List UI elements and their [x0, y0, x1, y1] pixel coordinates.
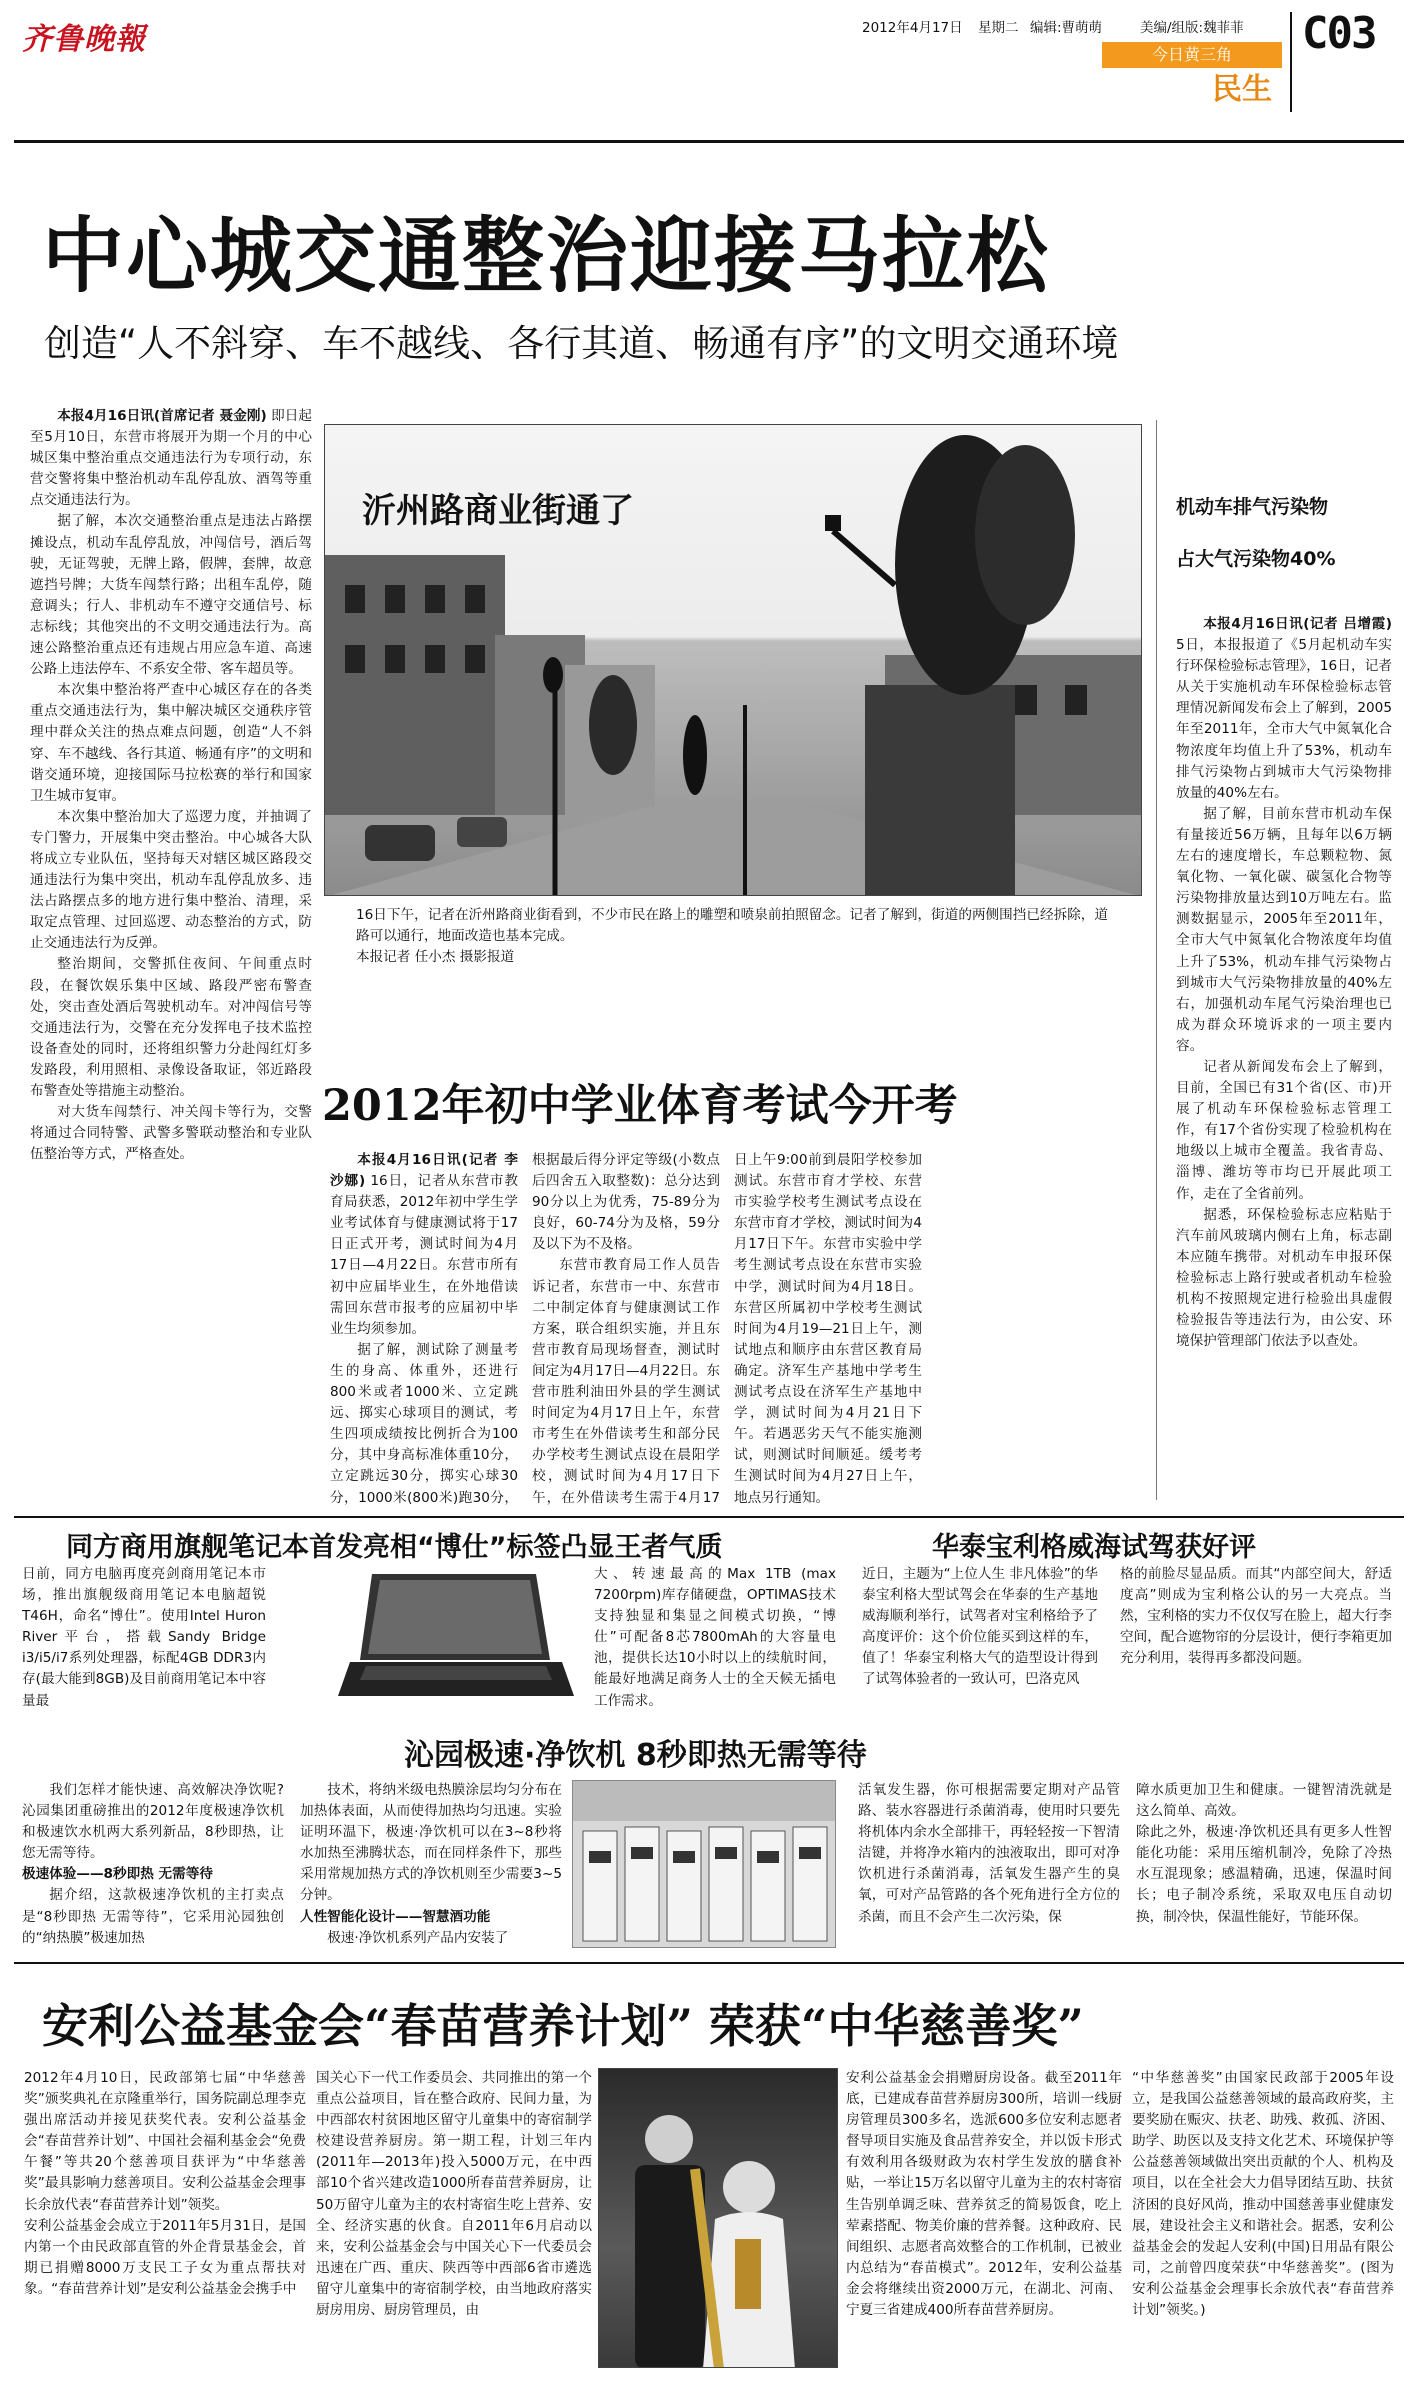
section-tag: 今日黄三角	[1102, 42, 1282, 68]
main-paragraph: 据了解，本次交通整治重点是违法占路摆摊设点，机动车乱停乱放，冲闯信号，酒后驾驶，无证驾驶，无牌上路，假牌，套牌，故意遮挡号牌；大货车闯禁行路；出租车乱停，随意调头；行人、非机动车不遵守交通信号、标志标线；其他突出的不文明交通违法行为。高速公路整治重点还有违规占用应急车道、高速公路上违法停车、不系安全带、客车超员等。	[30, 513, 312, 678]
section-name: 民生	[1212, 72, 1272, 107]
charity-col4: “中华慈善奖”由国家民政部于2005年设立，是我国公益慈善领域的最高政府奖，主要奖励在赈灾、扶老、助残、救孤、济困、助学、助医以及支持文化艺术、环境保护等公益慈善领域做出突出贡献的个人、机构及项目，以在全社会大力倡导团结互助、扶贫济困的良好风尚，推动中国慈善事业健康发展，建设社会主义和谐社会。据悉，安利公益基金会的发起人安利(中国)日用品有限公司，之前曾四度荣获“中华慈善奖”。(图为安利公益基金会理事长余放代表“春苗营养计划”领奖。)	[1132, 2070, 1394, 2319]
sports-paragraph: 东营市教育局工作人员告诉记者，东营市一中、东营市二中制定体育与健康测试工作方案，联合组织实施，并且东营市教育局现场督查，测试时间定为4月17日—4月22日。东营市胜利油田外县的学生测试时间定为4月17日上午，东营市考生在外借读考生和部分民办学校考生测试点设在晨阳学校，测试时间为4月17日下午，在外借读考生需于4月17日上午9:00前到晨阳学校参加测试。东营市育才学校、东营市实验学校考生测试考点设在东营市育才学校，测试时间为4月17日下午。东营市实验中学考生测试考点设在东营市实验中学，测试时间为4月18日。东营区所属初中学校考生测试时间为4月19—21日上午，测试地点和顺序由东营区教育局确定。济军生产基地中学考生测试考点设在济军生产基地中学，测试时间为4月21日下午。若遇恶劣天气不能实施测试，则测试时间顺延。缓考考生测试时间为4月27日上午，地点另行通知。	[532, 1152, 922, 1506]
main-paragraph: 本次集中整治将严查中心城区存在的各类重点交通违法行为，集中解决城区交通秩序管理中群众关注的热点难点问题，创造“人不斜穿、车不越线、各行其道、畅通有序”的文明和谐交通环境，迎接国际马拉松赛的举行和国家卫生城市复审。	[30, 682, 312, 804]
water-ad-paragraph: 极速·净饮机系列产品内安装了	[327, 1929, 509, 1946]
water-ad-col2	[300, 1780, 562, 1950]
charity-col2: 国关心下一代工作委员会、共同推出的第一个重点公益项目，旨在整合政府、民间力量，为中西部农村贫困地区留守儿童集中的寄宿制学校建设营养厨房。第一期工程，计划三年内(2011年—2013年)投入5000万元，在中西部10个省兴建改造1000所春苗营养厨房，让50万留守儿童为主的农村寄宿生吃上营养、安全、经济实惠的伙食。自2011年6月启动以来，安利公益基金会与中国关心下一代委员会迅速在广西、重庆、陕西等中西部6省市遴选留守儿童集中的寄宿制学校，由当地政府落实厨房用房、厨房管理员，由	[316, 2070, 592, 2319]
water-ad-col4: 障水质更加卫生和健康。一键智清洗就是这么简单、高效。 除此之外，极速·净饮机还具有更多人性智能化功能：采用压缩机制冷，免除了冷热水互混现象；感温精确，迅速，保温时间长；电子制冷系统，采取双电压自动切换，制冷快，保温性能好，节能环保。	[1136, 1782, 1392, 1925]
water-dispenser-photo	[572, 1780, 836, 1948]
page-number: C03	[1302, 8, 1376, 59]
side-paragraph: 据悉，环保检验标志应粘贴于汽车前风玻璃内侧右上角，标志副本应随车携带。对机动车申报环保检验标志上路行驶或者机动车检验机构不按照规定进行检验出具虚假检验报告等违法行为，由公安、环境保护管理部门依法予以查处。	[1176, 1206, 1392, 1350]
issue-weekday: 星期二	[978, 20, 1019, 36]
water-ad-paragraph: 技术，将纳米级电热膜涂层均匀分布在加热体表面，从而使得加热均匀迅速。实验证明环温下，极速·净饮机可以在3~8秒将水加热至沸腾状态，而在同样条件下，那些采用常规加热方式的净饮机则至少需要3~5分钟。	[300, 1782, 562, 1904]
charity-headline: 安利公益基金会“春苗营养计划” 荣获“中华慈善奖”	[42, 1999, 1084, 2053]
sports-byline: 本报4月16日讯(记者 李沙娜)	[330, 1152, 518, 1190]
main-headline: 中心城交通整治迎接马拉松	[42, 208, 1051, 304]
side-paragraph: 据了解，目前东营市机动车保有量接近56万辆，且每年以6万辆左右的速度增长，车总颗粒物、氮氧化物、一氧化碳、碳氢化合物等污染物排放量达到10万吨左右。监测数据显示，2005年至2011年，全市大气中氮氧化合物浓度年均值上升了53%，机动车排气污染物占到城市大气污染物排放量的40%左右，加强机动车尾气污染治理也已成为群众环境诉求的一项主要内容。	[1176, 805, 1392, 1054]
page-designer: 美编/组版:魏菲菲	[1140, 20, 1244, 36]
water-ad-paragraph: 据介绍，这款极速净饮机的主打卖点是“8秒即热 无需等待”，它采用沁园独创的“纳热膜”极速加热	[22, 1887, 284, 1946]
car-ad-col1: 近日，主题为“上位人生 非凡体验”的华泰宝利格大型试驾会在华泰的生产基地威海顺利举行，试驾者对宝利格给予了高度评价：这个价位能买到这样的车，值了！华泰宝利格大气的造型设计得到了试驾体验者的一致认可，巴洛克风	[862, 1566, 1098, 1688]
water-ad-col1	[22, 1780, 284, 1950]
header-divider	[1290, 12, 1292, 112]
sports-article	[330, 1150, 1124, 1510]
car-ad-col2: 格的前脸尽显品质。而其“内部空间大，舒适度高”则成为宝利格公认的另一大亮点。当然，宝利格的实力不仅仅写在脸上，超大行李空间，配合遮物帘的分层设计，便行李箱更加充分利用，装得再多都没问题。	[1120, 1566, 1392, 1667]
car-ad-title: 华泰宝利格威海试驾获好评	[932, 1532, 1256, 1563]
main-paragraph: 本次集中整治加大了巡逻力度，并抽调了专门警力，开展集中突击整治。中心城各大队将成立专业队伍，坚持每天对辖区城区路段交通违法行为集中突出，机动车乱停乱放多、违法占路摆点多的地方进行集中整治、清理，采取定点管理、过回巡逻、动态整治的方式，防止交通违法行为反弹。	[30, 808, 312, 952]
laptop-graphic	[336, 1568, 576, 1706]
photo-title: 沂州路商业街通了	[362, 491, 634, 531]
section-rule	[14, 1962, 1404, 1964]
page-editor: 编辑:曹萌萌	[1030, 20, 1103, 36]
sports-headline: 2012年初中学业体育考试今开考	[322, 1081, 958, 1131]
sports-paragraph: 据了解，测试除了测量考生的身高、体重外，还进行800米或者1000米、立定跳远、掷实心球项目的测试，考生四项成绩按比例折合为100分，其中身高标准体重10分，立定跳远30分，掷实心球30分，1000米(800米)跑30分，根据最后得分评定等级(小数点后四舍五入取整数)：总分达到90分以上为优秀，75-89分为良好，60-74分为及格，59分及以下为不及格。	[330, 1152, 720, 1506]
photo-credit: 本报记者 任小杰 摄影报道	[356, 949, 515, 965]
side-title-2: 占大气污染物40%	[1176, 548, 1336, 570]
water-ad-paragraph: 我们怎样才能快速、高效解决净饮呢?沁园集团重磅推出的2012年度极速净饮机和极速饮水机两大系列新品，8秒即热，让您无需等待。	[22, 1782, 284, 1862]
side-divider	[1156, 420, 1157, 1500]
section-rule	[14, 1516, 1404, 1518]
main-paragraph: 整治期间，交警抓住夜间、午间重点时段，在餐饮娱乐集中区域、路段严密布警查处，突击查处酒后驾驶机动车。对冲闯信号等交通违法行为，交警在充分发挥电子技术监控设备查处的同时，还将组织警力分赴闯红灯多发路段，利用照相、录像设备取证，邻近路段布警查处等措施主动整治。	[30, 956, 312, 1099]
laptop-ad-col1: 日前，同方电脑再度亮剑商用笔记本市场，推出旗舰级商用笔记本电脑超锐T46H，命名“博仕”。使用Intel Huron River平台，搭载Sandy Bridge i3/i5/i7系列处理器，标配4GB DDR3内存(最大能到8GB)及目前商用笔记本中容量最	[22, 1566, 266, 1709]
main-subhead: 创造“人不斜穿、车不越线、各行其道、畅通有序”的文明交通环境	[44, 322, 1119, 365]
main-paragraph: 对大货车闯禁行、冲关闯卡等行为，交警将通过合同特警、武警多警联动整治和专业队伍整治等方式，严格查处。	[30, 1104, 312, 1163]
water-ad-col3: 活氧发生器，你可根据需要定期对产品管路、装水容器进行杀菌消毒，使用时只要先将机体内余水全部排干，再轻轻按一下智清洁键，并将净水箱内的浊液取出，即可对净饮机进行杀菌消毒，活氧发生器产生的臭氧，可对产品管路的各个死角进行全方位的杀菌，而且不会产生二次污染，保	[858, 1782, 1120, 1925]
water-ad-subhead: 人性智能化设计——智慧酒功能	[300, 1908, 491, 1925]
main-paragraph: 即日起至5月10日，东营市将展开为期一个月的中心城区集中整治重点交通违法行为专项行动，东营交警将集中整治机动车乱停乱放、酒驾等重点交通违法行为。	[30, 408, 312, 509]
laptop-ad-title: 同方商用旗舰笔记本首发亮相“博仕”标签凸显王者气质	[66, 1532, 723, 1563]
side-article	[1176, 614, 1392, 1504]
newspaper-logo: 齐鲁晚報	[22, 22, 146, 57]
side-title-1: 机动车排气污染物	[1176, 496, 1329, 518]
photo-caption-text: 16日下午，记者在沂州路商业街看到，不少市民在路上的雕塑和喷泉前拍照留念。记者了解到，街道的两侧围挡已经拆除，道路可以通行，地面改造也基本完成。	[356, 907, 1108, 944]
water-ad-subhead: 极速体验——8秒即热 无需等待	[22, 1866, 213, 1883]
water-ad-title: 沁园极速·净饮机 8秒即热无需等待	[404, 1738, 867, 1773]
charity-col1: 2012年4月10日，民政部第七届“中华慈善奖”颁奖典礼在京隆重举行，国务院副总理李克强出席活动并接见获奖代表。安利公益基金会“春苗营养计划”、中国社会福利基金会“免费午餐”等共20个慈善项目获评为“中华慈善奖”最具影响力慈善项目。安利公益基金会理事长余放代表“春苗营养计划”领奖。 安利公益基金会成立于2011年5月31日，是国内第一个由民政部直管的外企背景基金会，首期已捐赠8000万支民工子女为重点帮扶对象。“春苗营养计划”是安利公益基金会携手中	[24, 2070, 306, 2297]
dispensers-graphic	[573, 1781, 836, 1948]
laptop-ad-col2: 大、转速最高的Max 1TB (max 7200rpm)库存储硬盘，OPTIMAS技术支持独显和集显之间模式切换，“博仕”可配备8芯7800mAh的大容量电池，提供长达10小时以上的续航时间，能最好地满足商务人士的全天候无插电工作需求。	[594, 1566, 836, 1709]
main-article-left	[30, 406, 312, 1501]
issue-date: 2012年4月17日	[862, 20, 963, 36]
photo-caption	[356, 905, 1108, 968]
sports-paragraph: 16日，记者从东营市教育局获悉，2012年初中学生学业考试体育与健康测试将于17日正式开考，测试时间为4月17日—4月22日。东营市所有初中应届毕业生，在外地借读需回东营市报考的应届初中毕业生均须参加。	[330, 1173, 518, 1337]
laptop-image	[336, 1568, 576, 1706]
side-paragraph: 5日，本报报道了《5月起机动车实行环保检验标志管理》，16日，记者从关于实施机动车环保检验标志管理情况新闻发布会上了解到，2005年至2011年，全市大气中氮氧化合物浓度年均值上升了53%，机动车排气污染物占到城市大气污染物排放量的40%左右。	[1176, 637, 1392, 801]
charity-col3: 安利公益基金会捐赠厨房设备。截至2011年底，已建成春苗营养厨房300所，培训一线厨房管理员300多名，选派600多位安利志愿者督导项目实施及食品营养安全，并以饭卡形式有效利用各级财政为农村学生发放的膳食补贴，一举让15万名以留守儿童为主的农村寄宿生告别单调乏味、营养贫乏的简易饭食，吃上荤素搭配、物美价廉的营养餐。这种政府、民间组织、志愿者高效整合的工作机制，已被业内总结为“春苗模式”。2012年，安利公益基金会将继续出资2000万元，在湖北、河南、宁夏三省建成400所春苗营养厨房。	[846, 2070, 1122, 2319]
side-byline: 本报4月16日讯(记者 吕增霞)	[1203, 616, 1392, 632]
side-paragraph: 记者从新闻发布会上了解到，目前，全国已有31个省(区、市)开展了机动车环保检验标志管理工作，有17个省份实现了检验机构在地级以上城市全覆盖。我省青岛、淄博、潍坊等市均已开展此项工作，走在了全省前列。	[1176, 1058, 1392, 1202]
masthead-rule	[14, 140, 1404, 143]
award-photo	[598, 2068, 838, 2368]
main-byline: 本报4月16日讯(首席记者 聂金刚)	[57, 408, 267, 424]
award-ceremony-graphic	[599, 2069, 838, 2368]
